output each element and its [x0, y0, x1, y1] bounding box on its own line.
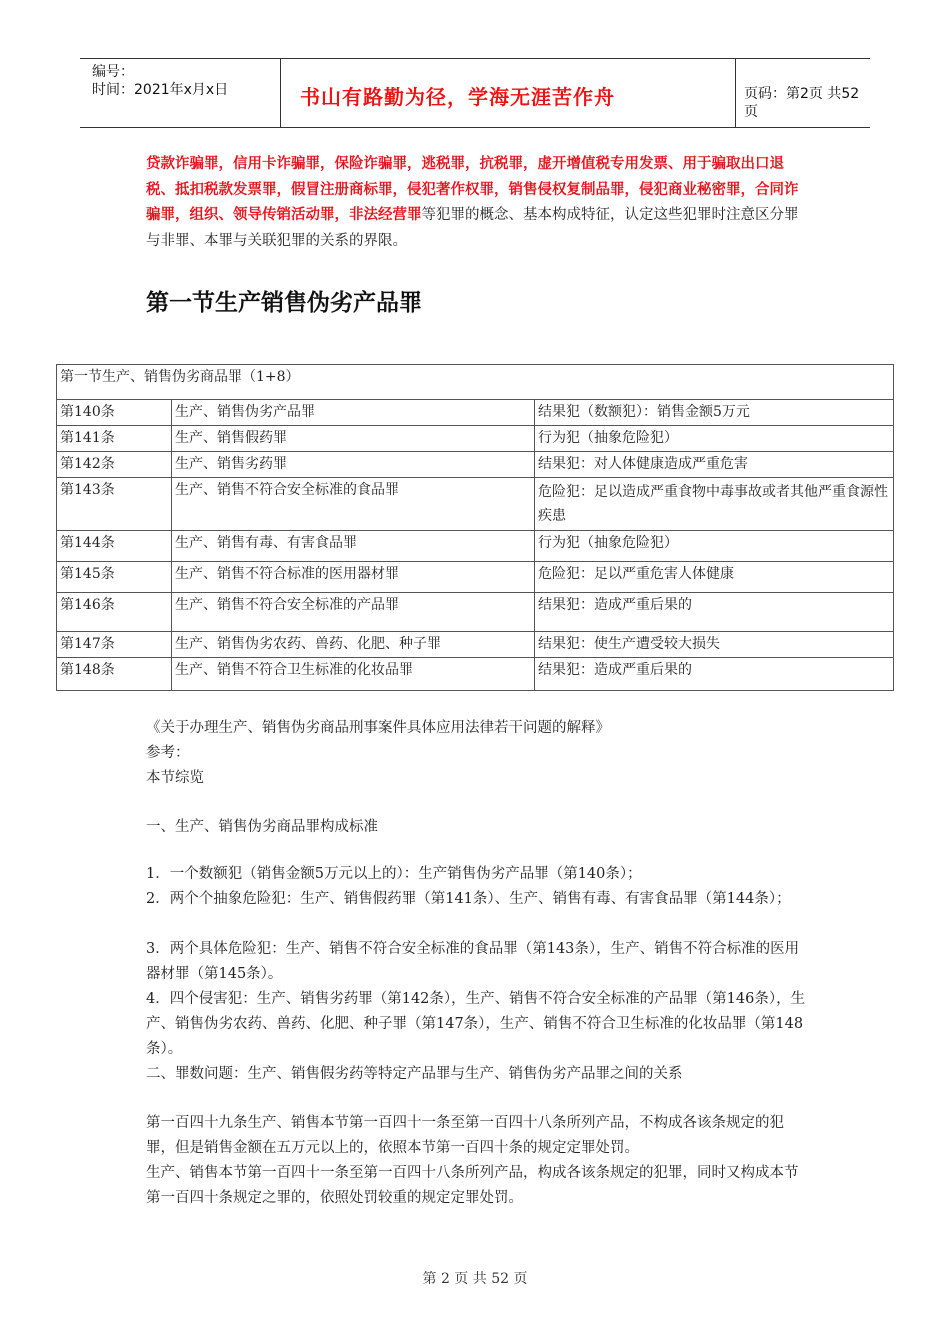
table-row	[57, 531, 894, 562]
table-caption-row	[57, 365, 894, 400]
crime-name-cell: 生产、销售不符合标准的医用器材罪	[172, 562, 535, 593]
table-row	[57, 400, 894, 426]
heading-standards: 一、生产、销售伪劣商品罪构成标准	[146, 819, 378, 835]
concurrence-paragraph: 生产、销售本节第一百四十一条至第一百四十八条所列产品，构成各该条规定的犯罪，同时又构成本节第一百四十条规定之罪的，依照处罚较重的规定定罪处罚。	[146, 1165, 799, 1206]
crime-type-cell: 危险犯：足以严重危害人体健康	[535, 562, 894, 593]
crime-type-cell: 危险犯：足以造成严重食物中毒事故或者其他严重食源性疾患	[535, 478, 894, 531]
header-motto: 书山有路勤为径，学海无涯苦作舟	[300, 85, 615, 109]
crime-type-cell: 结果犯：造成严重后果的	[535, 658, 894, 691]
crime-type-cell: 行为犯（抽象危险犯）	[535, 531, 894, 562]
crime-name-cell: 生产、销售伪劣农药、兽药、化肥、种子罪	[172, 632, 535, 658]
page-header	[80, 58, 870, 128]
table-row	[57, 562, 894, 593]
list-item: 4．四个侵害犯：生产、销售劣药罪（第142条），生产、销售不符合安全标准的产品罪（第146条），生产、销售伪劣农药、兽药、化肥、种子罪（第147条），生产、销售不符合卫生标准的化妆品罪（第148条）。	[146, 991, 806, 1057]
document-time-label: 时间：2021年x月x日	[92, 82, 229, 98]
crime-name-cell: 生产、销售劣药罪	[172, 452, 535, 478]
intro-description: 等犯罪的概念、基本构成特征，认定这些犯罪时注意区分罪与非罪、本罪与关联犯罪的关系的界限。	[146, 207, 799, 249]
article-cell: 第146条	[57, 593, 172, 632]
table-row	[57, 632, 894, 658]
table-caption: 第一节生产、销售伪劣商品罪（1+8）	[57, 365, 894, 400]
article-cell: 第141条	[57, 426, 172, 452]
document-number-label: 编号：	[92, 64, 134, 80]
overview-label: 本节综览	[146, 770, 204, 786]
article-cell: 第143条	[57, 478, 172, 531]
crime-name-cell: 生产、销售假药罪	[172, 426, 535, 452]
header-meta-cell	[80, 59, 281, 127]
table-row	[57, 478, 894, 531]
crime-name-cell: 生产、销售伪劣产品罪	[172, 400, 535, 426]
crime-type-cell: 结果犯：对人体健康造成严重危害	[535, 452, 894, 478]
article-cell: 第140条	[57, 400, 172, 426]
crime-name-cell: 生产、销售有毒、有害食品罪	[172, 531, 535, 562]
heading-relations: 二、罪数问题：生产、销售假劣药等特定产品罪与生产、销售伪劣产品罪之间的关系	[146, 1066, 683, 1082]
article-cell: 第144条	[57, 531, 172, 562]
list-item: 1．一个数额犯（销售金额5万元以上的）：生产销售伪劣产品罪（第140条）；	[146, 866, 642, 882]
table-row	[57, 426, 894, 452]
article-cell: 第142条	[57, 452, 172, 478]
article-cell: 第148条	[57, 658, 172, 691]
crime-type-cell: 行为犯（抽象危险犯）	[535, 426, 894, 452]
article-cell: 第147条	[57, 632, 172, 658]
section-title: 第一节生产销售伪劣产品罪	[146, 290, 422, 316]
article-cell: 第145条	[57, 562, 172, 593]
header-page-cell	[735, 59, 870, 127]
list-item: 2．两个个抽象危险犯：生产、销售假药罪（第141条）、生产、销售有毒、有害食品罪（第144条）；	[146, 891, 791, 907]
table-row	[57, 452, 894, 478]
crime-type-cell: 结果犯：使生产遭受较大损失	[535, 632, 894, 658]
header-page-number: 页码：第2页 共52页	[744, 86, 860, 120]
crime-name-cell: 生产、销售不符合安全标准的产品罪	[172, 593, 535, 632]
crime-type-cell: 结果犯：造成严重后果的	[535, 593, 894, 632]
reference-title: 《关于办理生产、销售伪劣商品刑事案件具体应用法律若干问题的解释》	[146, 720, 610, 736]
intro-paragraph	[146, 152, 806, 254]
crime-name-cell: 生产、销售不符合安全标准的食品罪	[172, 478, 535, 531]
table-row	[57, 593, 894, 632]
crime-name-cell: 生产、销售不符合卫生标准的化妆品罪	[172, 658, 535, 691]
table-row	[57, 658, 894, 691]
crime-type-cell: 结果犯（数额犯）：销售金额5万元	[535, 400, 894, 426]
intro-crime-list: 贷款诈骗罪，信用卡诈骗罪，保险诈骗罪，逃税罪，抗税罪，虚开增值税专用发票、用于骗取出口退税、抵扣税款发票罪，假冒注册商标罪，侵犯著作权罪，销售侵权复制品罪，侵犯商业秘密罪，合同诈骗罪，组织、领导传销活动罪，非法经营罪	[146, 156, 799, 223]
header-motto-cell	[280, 59, 736, 127]
list-item: 3．两个具体危险犯：生产、销售不符合安全标准的食品罪（第143条），生产、销售不符合标准的医用器材罪（第145条）。	[146, 941, 800, 982]
page-footer: 第 2 页 共 52 页	[422, 1271, 528, 1287]
reference-label: 参考：	[146, 745, 190, 761]
crime-table	[56, 364, 894, 691]
article-149-paragraph: 第一百四十九条生产、销售本节第一百四十一条至第一百四十八条所列产品，不构成各该条规定的犯罪，但是销售金额在五万元以上的，依照本节第一百四十条的规定定罪处罚。	[146, 1115, 784, 1156]
